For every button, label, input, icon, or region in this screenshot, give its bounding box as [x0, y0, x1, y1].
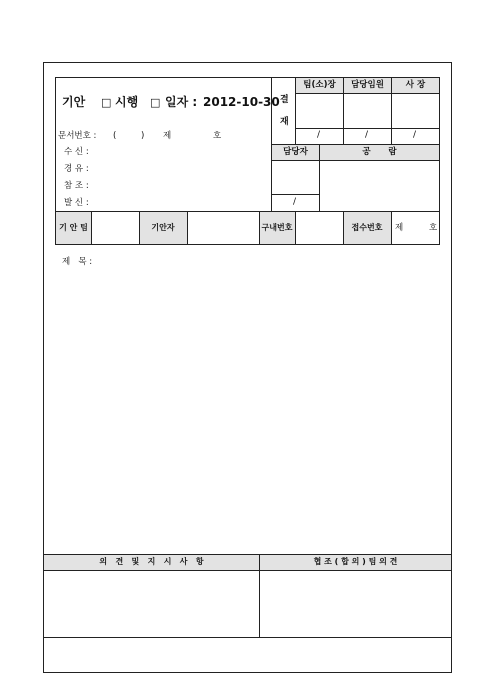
receipt-number-label: 접수번호: [351, 223, 383, 232]
enforce-checkbox[interactable]: □: [150, 96, 161, 109]
receipt-ho: 호: [429, 223, 438, 233]
approval-date-slash-2: /: [365, 130, 369, 140]
subject-label: 제 목 :: [62, 257, 93, 267]
doc-number-je: 제: [163, 131, 172, 141]
footer-bottom-line: [43, 637, 452, 638]
info-divider-1: [91, 211, 92, 245]
approval-header-line: [295, 93, 440, 94]
approval-side-label-1: 결: [280, 95, 289, 105]
opinion-header: 의 견 및 지 시 사 항: [99, 557, 204, 566]
approval-col-president: 사 장: [405, 80, 426, 90]
doc-number-paren-open: (: [113, 131, 117, 141]
enforce-label: 시행: [115, 95, 139, 109]
reviewer-damdangja: 담당자: [283, 147, 308, 157]
info-divider-5: [295, 211, 296, 245]
recipient-label: 수 신 :: [64, 147, 89, 157]
reference-label: 참 조 :: [64, 181, 89, 191]
info-divider-7: [391, 211, 392, 245]
reviewer-date-line: [271, 194, 319, 195]
doc-number-label: 문서번호 :: [58, 131, 97, 141]
receipt-je: 제: [395, 223, 404, 233]
approval-date-slash-1: /: [317, 130, 321, 140]
draft-checkbox[interactable]: □: [101, 96, 112, 109]
drafter-label: 기안자: [151, 223, 175, 232]
approval-col-executive: 담당임원: [351, 80, 384, 90]
coop-opinion-input-area[interactable]: [260, 571, 451, 637]
via-label: 경 유 :: [64, 164, 89, 174]
reviewer-header-line: [271, 160, 440, 161]
document-date: 2012-10-30: [203, 95, 280, 109]
opinion-input-area[interactable]: [44, 571, 259, 637]
sender-label: 발 신 :: [64, 198, 89, 208]
drafting-team-label: 기 안 팀: [59, 223, 88, 232]
date-label: 일자 :: [165, 95, 198, 109]
doc-number-paren-close: ): [141, 131, 145, 141]
info-divider-3: [187, 211, 188, 245]
approval-side-label-2: 재: [280, 117, 289, 127]
extension-label: 구내번호: [261, 223, 293, 232]
approval-date-slash-3: /: [413, 130, 417, 140]
draft-label: 기안: [62, 95, 86, 109]
approval-col-team-leader: 팀(소)장: [303, 80, 336, 90]
coop-team-opinion-header: 협 조 ( 합 의 ) 팀 의 견: [313, 557, 398, 566]
approval-date-line: [295, 128, 440, 129]
doc-number-ho: 호: [213, 131, 222, 141]
reviewer-date-slash: /: [293, 197, 297, 207]
reviewer-gongram: 공 람: [362, 147, 397, 157]
